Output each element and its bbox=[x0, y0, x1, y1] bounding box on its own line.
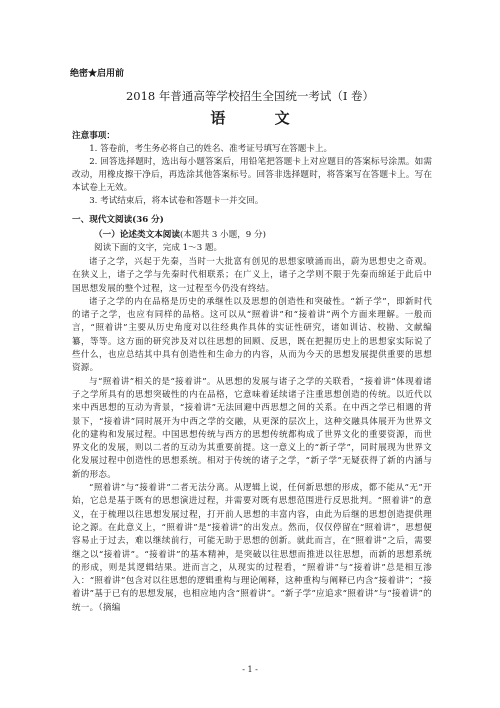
passage-paragraph: 与“照着讲”相关的是“接着讲”。从思想的发展与诸子之学的关联看，“接着讲”体现着诸子之学所具有的思想突破性的内在品格，它意味着延续诸子注重思想创造的传统。以近代以来中西思想的互动为背景，“接着讲”无法回避中西思想之间的关系。在中西之学已相遇的背景下，“接着讲”同时展开为中西之学的交融，从更深的层次上，这种交融具体展开为世界文化的建构和发展过程。中国思想传统与西方的思想传统都构成了世界文化的重要资源，而世界文化的发展，则以二者的互动为其重要前提。这一意义上的“新子学”，同时展现为世界文化发展过程中创造性的思想系统。相对于传统的诸子之学，“新子学”无疑获得了新的内涵与新的形态。 bbox=[72, 376, 432, 480]
reading-instruction: 阅读下面的文字，完成 1～3 题。 bbox=[94, 243, 223, 253]
passage-paragraph: 诸子之学，兴起于先秦，当时一大批富有创见的思想家喷涌而出，蔚为思想史之奇观。在狭义上，诸子之学与先秦时代相联系；在广义上，诸子之学则不限于先秦而绵延于此后中国思想发展的整个过程，这一过程至今仍没有终结。 bbox=[72, 257, 432, 294]
note-item: 2. 回答选择题时，选出每小题答案后，用铅笔把答题卡上对应题目的答案标号涂黑。如需改动，用橡皮擦干净后，再选涂其他答案标号。回答非选择题时，将答案写在答题卡上。写在本试卷上无效。 bbox=[72, 157, 432, 193]
subsection-score: (本题共 3 小题，9 分) bbox=[179, 230, 266, 240]
passage-paragraph: “照着讲”与“接着讲”二者无法分离。从逻辑上说，任何新思想的形成，都不能从“无”开始，它总是基于既有的思想演进过程，并需要对既有思想范围进行反思批判。“照着讲”的意义，在于梳理以往思想发展过程，打开前人思想的丰富内容，由此为后继的思想创造提供理论之源。在此意义上，“照着讲”是“接着讲”的出发点。然而，仅仅停留在“照着讲”，思想便容易止于过去，难以继续前行，可能无助于思想的创新。就此而言，在“照着讲”之后，需要继之以“接着讲”。“接着讲”的基本精神，是突破以往思想而推进以往思想，而新的思想系统的形成，则是其逻辑结果。进而言之，从现实的过程看，“照着讲”与“接着讲”总是相互渗入：“照着讲”包含对以往思想的逻辑重构与理论阐释，这种重构与阐释已内含“接着讲”；“接着讲”基于已有的思想发展，也相应地内含“照着讲”。“新子学”应追求“照着讲”与“接着讲”的统一。（摘编 bbox=[72, 483, 432, 613]
page-number: - 1 - bbox=[242, 665, 258, 674]
section-heading: 一、现代文阅读(36 分) bbox=[72, 215, 164, 225]
subsection-heading bbox=[72, 229, 454, 242]
confidential-mark: 绝密★启用前 bbox=[70, 69, 125, 79]
passage-paragraph: 诸子之学的内在品格是历史的承继性以及思想的创造性和突破性。“新子学”，即新时代的诸子之学，也应有同样的品格。这可以从“照着讲”和“接着讲”两个方面来理解。一般而言，“照着讲”主要从历史角度对以往经典作具体的实证性研究，诸如训诂、校勘、文献编纂，等等。这方面的研究涉及对以往思想的回顾、反思，既在把握历史上的思想家实际说了些什么，也应总结其中具有创造性和生命力的内容，从而为今天的思想发展提供重要的思想资源。 bbox=[72, 296, 432, 374]
subject-title: 语 文 bbox=[210, 109, 312, 127]
notes-list bbox=[72, 143, 432, 208]
exam-title: 2018 年普通高等学校招生全国统一考试（I 卷） bbox=[125, 89, 375, 103]
reading-passage bbox=[72, 256, 432, 615]
note-item: 3. 考试结束后，将本试卷和答题卡一并交回。 bbox=[89, 196, 264, 206]
subsection-title: （一）论述类文本阅读 bbox=[94, 230, 180, 240]
note-item: 1. 答卷前，考生务必将自己的姓名、准考证号填写在答题卡上。 bbox=[89, 144, 333, 154]
notes-heading: 注意事项： bbox=[72, 131, 115, 141]
